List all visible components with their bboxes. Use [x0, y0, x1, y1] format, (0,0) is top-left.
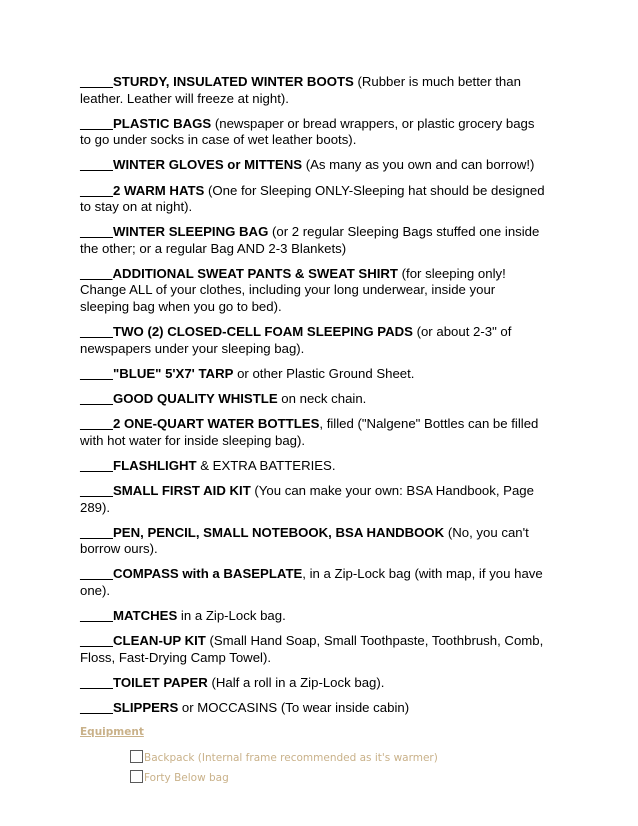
item-detail: , in a Zip-Lock bag (with map, if you have one). [80, 566, 543, 598]
item-detail: or MOCCASINS (To wear inside cabin) [178, 700, 410, 716]
checklist-item [80, 74, 546, 107]
check-blank: ____ [80, 265, 113, 281]
equipment-heading-link[interactable]: Equipment [80, 726, 144, 739]
check-blank: ____ [80, 74, 114, 89]
check-blank: ____ [80, 416, 114, 432]
check-blank: ____ [80, 224, 114, 240]
check-blank: ____ [80, 115, 114, 131]
checklist-item [80, 566, 546, 599]
check-blank: ____ [80, 324, 114, 340]
item-detail: & EXTRA BATTERIES. [196, 457, 336, 473]
item-detail: (or 2 regular Sleeping Bags stuffed one inside the other; or a regular Bag AND 2-3 Blankets) [80, 224, 540, 256]
check-blank: ____ [80, 483, 114, 499]
checklist-item [80, 675, 546, 692]
item-detail: (One for Sleeping ONLY-Sleeping hat should be designed to stay on at night). [80, 182, 545, 215]
checklist-item [80, 633, 546, 666]
winter-gear-checklist [80, 74, 546, 717]
item-name: MATCHES [113, 608, 178, 624]
item-name: 2 WARM HATS [113, 182, 205, 198]
check-blank: ____ [80, 457, 114, 473]
equipment-item-label: Forty Below bag [144, 772, 229, 785]
document-page [80, 74, 546, 785]
item-name: WINTER SLEEPING BAG [113, 224, 269, 240]
checklist-item [80, 416, 546, 449]
item-name: WINTER GLOVES or MITTENS [113, 157, 303, 173]
checklist-item [80, 116, 546, 149]
item-detail: (As many as you own and can borrow!) [302, 157, 535, 173]
item-detail: (Half a roll in a Zip-Lock bag). [207, 675, 385, 690]
check-blank: ____ [80, 391, 114, 406]
item-name: TWO (2) CLOSED-CELL FOAM SLEEPING PADS [113, 324, 413, 340]
checkbox[interactable] [130, 750, 143, 763]
item-name: TOILET PAPER [113, 675, 208, 690]
checklist-item [80, 224, 546, 257]
checklist-item [80, 608, 546, 625]
item-detail: , filled ("Nalgene" Bottles can be filled with hot water for inside sleeping bag). [80, 416, 539, 448]
check-blank: ____ [80, 157, 114, 173]
item-name: PLASTIC BAGS [113, 115, 212, 131]
item-detail: (or about 2-3" of newspapers under your sleeping bag). [80, 324, 512, 356]
checklist-item [80, 458, 546, 475]
checklist-item [80, 391, 546, 408]
item-detail: (Rubber is much better than leather. Leather will freeze at night). [80, 74, 521, 106]
item-name: FLASHLIGHT [113, 457, 197, 473]
equipment-item [130, 765, 546, 785]
checklist-item [80, 525, 546, 558]
equipment-item-label: Backpack (Internal frame recommended as it's warmer) [144, 752, 438, 765]
item-detail: (No, you can't borrow ours). [80, 524, 529, 557]
item-detail: (newspaper or bread wrappers, or plastic grocery bags to go under socks in case of wet leather boots). [80, 115, 535, 148]
item-name: "BLUE" 5'X7' TARP [113, 365, 234, 381]
check-blank: ____ [80, 566, 114, 582]
checklist-item [80, 366, 546, 383]
item-detail: on neck chain. [277, 391, 367, 406]
item-name: 2 ONE-QUART WATER BOTTLES [113, 416, 320, 432]
checklist-item [80, 157, 546, 174]
check-blank: ____ [80, 365, 114, 381]
check-blank: ____ [80, 633, 114, 649]
item-detail: or other Plastic Ground Sheet. [233, 365, 415, 381]
check-blank: ____ [80, 700, 114, 716]
checklist-item [80, 183, 546, 216]
checklist-item [80, 700, 546, 717]
checklist-item [80, 324, 546, 357]
check-blank: ____ [80, 675, 114, 690]
equipment-item [130, 745, 546, 765]
item-detail: (You can make your own: BSA Handbook, Page 289). [80, 483, 534, 515]
item-detail: (Small Hand Soap, Small Toothpaste, Toothbrush, Comb, Floss, Fast-Drying Camp Towel). [80, 633, 544, 665]
check-blank: ____ [80, 524, 114, 540]
item-name: STURDY, INSULATED WINTER BOOTS [113, 74, 354, 89]
check-blank: ____ [80, 182, 114, 198]
item-name: CLEAN-UP KIT [113, 633, 206, 649]
item-detail: (for sleeping only! Change ALL of your clothes, including your long underwear, inside your sleeping bag when you go to bed). [80, 265, 506, 314]
item-detail: in a Zip-Lock bag. [177, 608, 286, 624]
item-name: COMPASS with a BASEPLATE [113, 566, 303, 582]
item-name: ADDITIONAL SWEAT PANTS & SWEAT SHIRT [112, 265, 398, 281]
check-blank: ____ [80, 608, 114, 624]
item-name: GOOD QUALITY WHISTLE [113, 391, 278, 406]
item-name: PEN, PENCIL, SMALL NOTEBOOK, BSA HANDBOOK [113, 524, 445, 540]
equipment-list [80, 745, 546, 785]
item-name: SMALL FIRST AID KIT [113, 483, 251, 499]
checklist-item [80, 483, 546, 516]
item-name: SLIPPERS [113, 700, 179, 716]
checkbox[interactable] [130, 770, 143, 783]
checklist-item [80, 266, 546, 316]
